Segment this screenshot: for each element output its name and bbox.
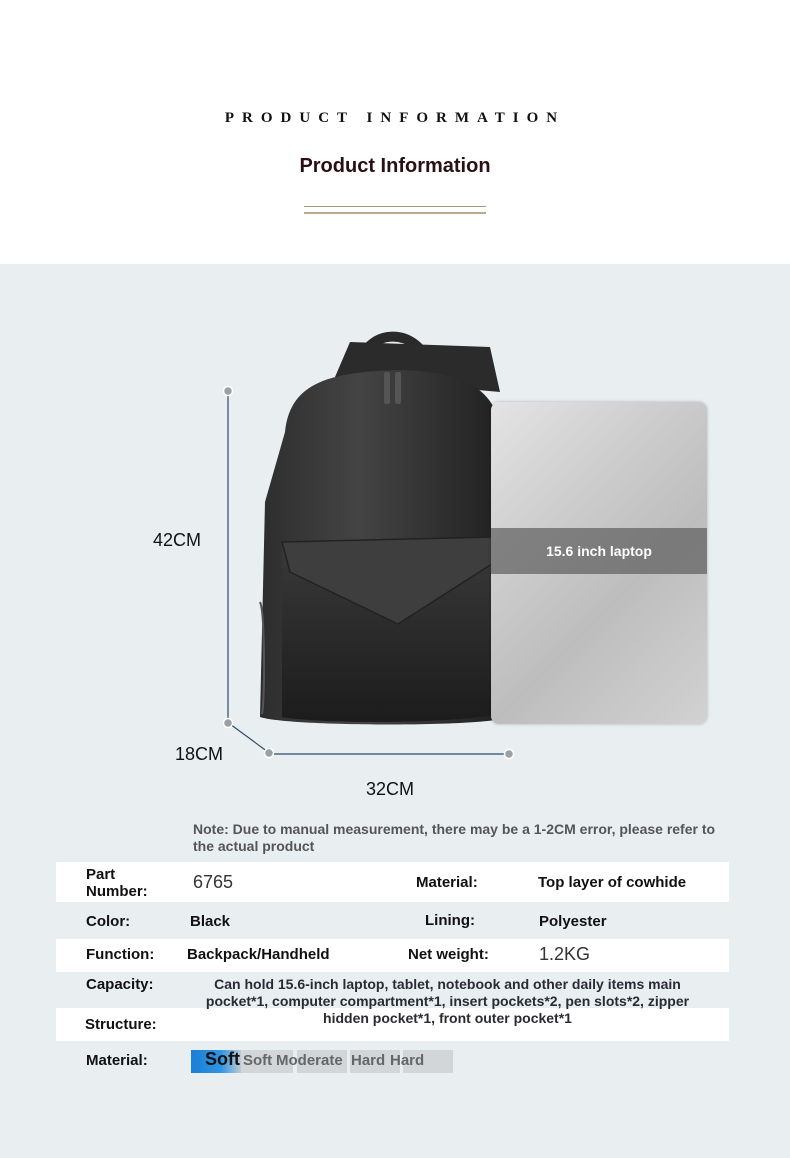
capacity-value: Can hold 15.6-inch laptop, tablet, notebook and other daily items main pocket*1, computer compartment*1, insert pockets*2, pen slots*2, zipper hidden pocket*1, front outer pocket*1 [205,976,690,1026]
softness-option-hard-2: Hard [390,1052,425,1069]
material-value: Top layer of cowhide [538,874,687,891]
depth-label: 18CM [175,744,224,764]
net-weight-value: 1.2KG [539,944,591,964]
lining-value: Polyester [539,913,607,930]
color-value: Black [190,913,231,930]
capacity-label: Capacity: [86,976,154,993]
backpack-image [250,322,520,732]
width-label: 32CM [366,779,415,799]
section-title: Product Information [299,155,491,177]
laptop-label: 15.6 inch laptop [491,528,707,574]
spaced-section-title: PRODUCT INFORMATION [224,110,566,126]
lining-label: Lining: [425,912,475,929]
softness-option-selected: Soft [205,1049,240,1069]
softness-option-moderate: Moderate [276,1052,343,1069]
measurement-note: Note: Due to manual measurement, there may be a 1-2CM error, please refer to the actual product [193,821,716,854]
material-label: Material: [416,874,478,891]
function-value: Backpack/Handheld [187,946,330,963]
color-label: Color: [86,913,131,930]
part-number-label: Part Number: [86,866,148,900]
softness-option-hard: Hard [351,1052,386,1069]
softness-label: Material: [86,1052,148,1069]
height-label: 42CM [153,530,202,550]
structure-label: Structure: [85,1016,157,1033]
softness-option-soft: Soft [243,1052,273,1069]
header-section [0,0,790,264]
spec-row-function [56,939,729,972]
function-label: Function: [86,946,155,963]
title-underline-double [304,212,486,214]
net-weight-label: Net weight: [408,946,489,963]
title-underline [304,206,486,207]
part-number-value: 6765 [193,872,234,892]
